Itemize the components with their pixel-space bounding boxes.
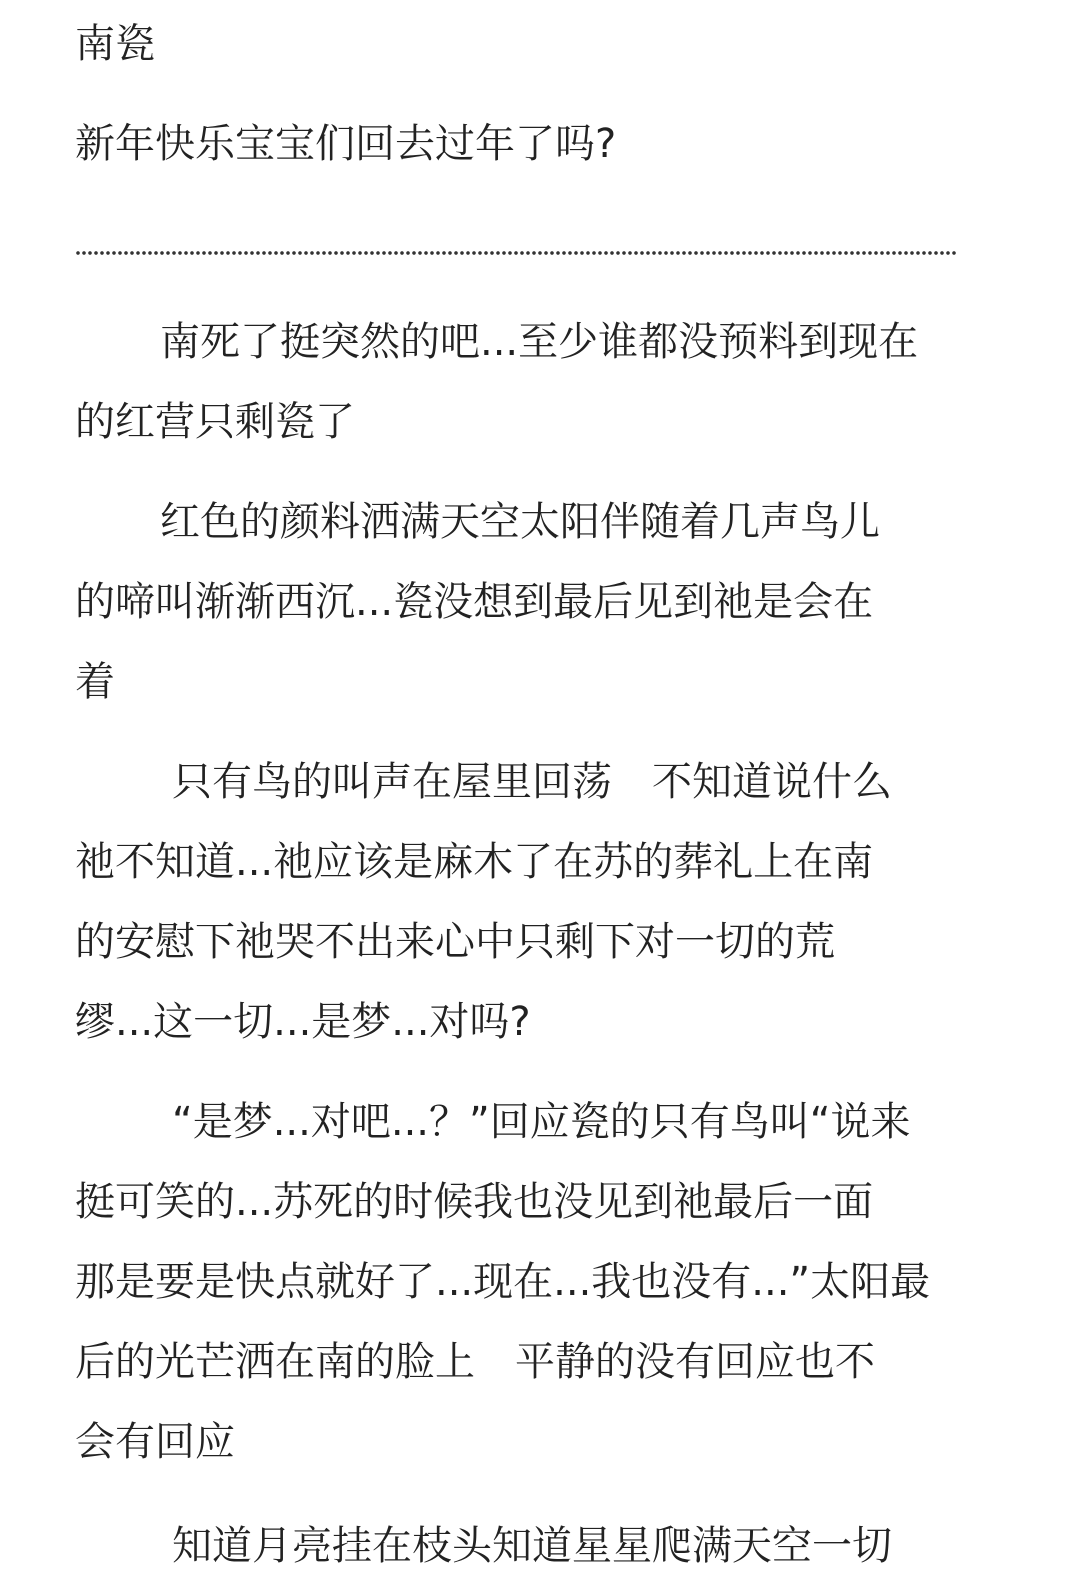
paragraph-line: 挺可笑的...苏死的时候我也没见到祂最后一面: [75, 1179, 874, 1225]
paragraph-line: 缪...这一切...是梦...对吗?: [75, 999, 531, 1045]
paragraph-line: 那是要是快点就好了...现在...我也没有...”太阳最: [75, 1259, 931, 1305]
paragraph-line: 红色的颜料洒满天空太阳伴随着几声鸟儿: [160, 499, 880, 545]
paragraph-line: 后的光芒洒在南的脸上 平静的没有回应也不: [75, 1339, 875, 1385]
paragraph-line: 南死了挺突然的吧...至少谁都没预料到现在: [160, 319, 919, 365]
paragraph-line: 的红营只剩瓷了: [75, 399, 355, 445]
author-line: 南瓷: [75, 21, 155, 67]
paragraph-line: 知道月亮挂在枝头知道星星爬满天空一切: [172, 1523, 892, 1569]
paragraph-line: 只有鸟的叫声在屋里回荡 不知道说什么: [172, 759, 892, 805]
paragraph-line: 的安慰下祂哭不出来心中只剩下对一切的荒: [75, 919, 835, 965]
paragraph-line: “是梦...对吧...？”回应瓷的只有鸟叫“说来: [172, 1099, 911, 1145]
paragraph-line: 的啼叫渐渐西沉...瓷没想到最后见到祂是会在: [75, 579, 874, 625]
paragraph-line: 祂不知道...祂应该是麻木了在苏的葬礼上在南: [75, 839, 874, 885]
greeting-line: 新年快乐宝宝们回去过年了吗?: [75, 121, 617, 167]
dotted-separator: [75, 250, 957, 256]
paragraph-line: 着: [75, 659, 115, 705]
paragraph-line: 会有回应: [75, 1419, 235, 1465]
